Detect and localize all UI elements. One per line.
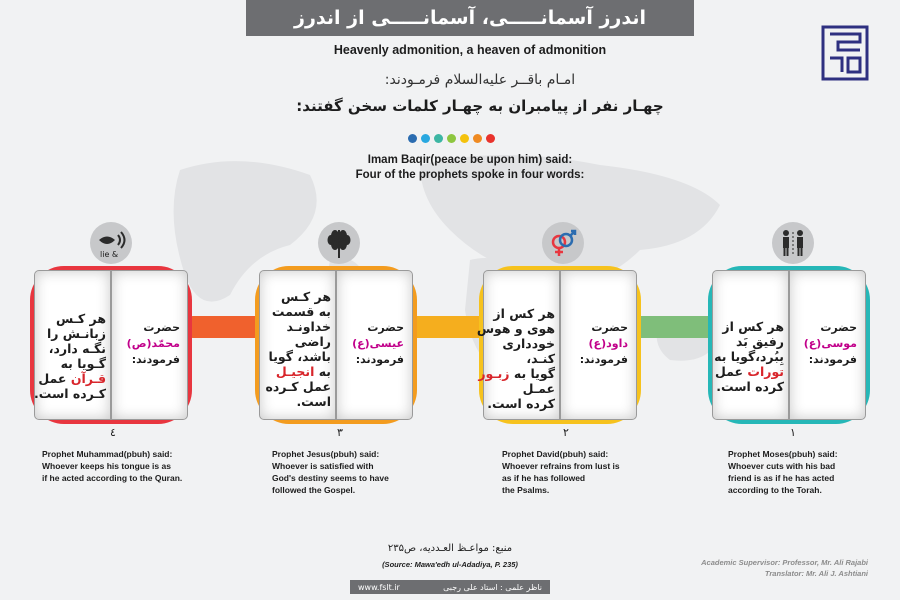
prophet-block-2 xyxy=(562,320,628,368)
prophet-name-4: محمّد(ص) xyxy=(126,337,180,350)
en-caption-3 xyxy=(272,448,389,496)
en-caption-3-line2: Whoever is satisfied with xyxy=(272,461,374,471)
saying-1-after-book: عمل xyxy=(714,364,748,379)
saying-2 xyxy=(476,306,555,411)
panel-number-3: ۳ xyxy=(337,426,343,439)
said-label-3: فرمودند: xyxy=(355,353,404,366)
color-dot-4 xyxy=(447,134,456,143)
panel-number-1: ۱ xyxy=(790,426,796,439)
credit-supervisor: Academic Supervisor: Professor, Mr. Ali Rajabi xyxy=(701,558,868,567)
credit-translator: Translator: Mr. Ali J. Ashtiani xyxy=(764,569,868,578)
quote-main-fa: چهـار نفر از پیامبران به چهـار کلمات سخن گفتند: xyxy=(296,97,664,115)
prophet-block-4 xyxy=(114,320,180,368)
title-banner xyxy=(246,0,694,36)
saying-2-last2: کرده است. xyxy=(487,396,555,411)
saying-3-last1: عمل کـرده xyxy=(265,379,331,394)
saying-1-line2: رفیق بَد xyxy=(735,334,784,349)
saying-2-before-book: گویا به xyxy=(509,366,555,381)
saying-4-line2: زبانـش را xyxy=(46,326,106,341)
saying-4-last: کـرده است. xyxy=(33,386,106,401)
saying-4-line3: نگـه دارد، xyxy=(48,341,106,356)
hazrat-label-3: حضرت xyxy=(367,321,404,334)
quote-en-line1: Imam Baqir(peace be upon him) said: xyxy=(367,154,573,166)
saying-3-line5: باشد، گویا xyxy=(268,349,331,364)
en-caption-4 xyxy=(42,448,182,484)
source-en: (Source: Mawa'edh ul-Adadiya, P. 235) xyxy=(382,560,518,569)
saying-2-line2: هوی و هوس xyxy=(476,321,555,336)
saying-3-line4: راضی xyxy=(294,334,331,349)
prophet-name-3: عیسی(ع) xyxy=(352,337,404,350)
en-caption-2-line2: Whoever refrains from lust is xyxy=(502,461,620,471)
saying-2-line3: خودداری xyxy=(502,336,555,351)
en-caption-1-line4: according to the Torah. xyxy=(728,485,822,495)
prophet-name-1: موسی(ع) xyxy=(803,337,857,350)
hazrat-label-4: حضرت xyxy=(143,321,180,334)
supervisor-fa: ناظر علمی : استاد علی رجبی xyxy=(443,582,542,592)
said-label-4: فرمودند: xyxy=(131,353,180,366)
quote-en-line2: Four of the prophets spoke in four words: xyxy=(355,169,585,181)
saying-1-last: کرده است. xyxy=(716,379,784,394)
icon-caption-4: lie & xyxy=(100,250,119,259)
icon-circle-4 xyxy=(90,222,132,264)
saying-3-line2: به قسمت xyxy=(271,304,331,319)
footer-bar xyxy=(350,580,550,594)
panel-number-2: ۲ xyxy=(563,426,569,439)
book-name-1: تورات xyxy=(747,364,784,379)
calligraphy-logo-icon xyxy=(820,24,870,82)
panel-number-4: ٤ xyxy=(110,426,116,439)
en-caption-1-line3: friend is as if he has acted xyxy=(728,473,835,483)
color-dot-6 xyxy=(473,134,482,143)
gender-symbols-icon xyxy=(542,222,584,264)
en-caption-2-line4: the Psalms. xyxy=(502,485,550,495)
saying-3-last2: است. xyxy=(296,394,331,409)
saying-3 xyxy=(259,289,331,409)
hazrat-label-2: حضرت xyxy=(591,321,628,334)
two-people-icon xyxy=(772,222,814,264)
saying-3-line3: خداونـد xyxy=(286,319,331,334)
said-label-2: فرمودند: xyxy=(579,353,628,366)
book-name-3: انجیـل xyxy=(275,364,315,379)
title-en: Heavenly admonition, a heaven of admonition xyxy=(333,43,607,57)
icon-circle-3 xyxy=(318,222,360,264)
icon-circle-2 xyxy=(542,222,584,264)
saying-4 xyxy=(34,311,106,401)
saying-2-line1: هر کس از xyxy=(493,306,555,321)
quote-intro-fa: امـام باقــر علیه‌السلام فرمـودند: xyxy=(384,72,576,88)
website-link[interactable]: www.fslt.ir xyxy=(358,582,400,592)
en-caption-2 xyxy=(502,448,620,496)
hazrat-label-1: حضرت xyxy=(820,321,857,334)
credits xyxy=(640,557,868,579)
source-fa: منبع: مواعـظ العـددیه، ص۲۳۵ xyxy=(387,543,513,554)
title-fa: اندرز آسمانـــــی، آسمانـــــی از اندرز xyxy=(294,7,646,29)
color-dot-2 xyxy=(421,134,430,143)
saying-2-last1: عمـل xyxy=(522,381,555,396)
saying-4-line1: هر کـس xyxy=(55,311,106,326)
color-dot-5 xyxy=(460,134,469,143)
color-dot-7 xyxy=(486,134,495,143)
color-dots xyxy=(408,134,503,144)
quote-en xyxy=(240,153,700,183)
saying-1 xyxy=(712,319,784,394)
saying-1-line1: هر کس از xyxy=(722,319,784,334)
icon-circle-1 xyxy=(772,222,814,264)
en-caption-3-line1: Prophet Jesus(pbuh) said: xyxy=(272,449,380,459)
en-caption-4-line3: if he acted according to the Quran. xyxy=(42,473,183,483)
en-caption-4-line1: Prophet Muhammad(pbuh) said: xyxy=(42,449,173,459)
prophet-name-2: داود(ع) xyxy=(588,337,628,350)
en-caption-2-line3: as if he has followed xyxy=(502,473,586,483)
color-dot-1 xyxy=(408,134,417,143)
saying-1-line3: بِبُرد،گویا به xyxy=(714,349,784,364)
en-caption-1-line1: Prophet Moses(pbuh) said: xyxy=(728,449,838,459)
en-caption-4-line2: Whoever keeps his tongue is as xyxy=(42,461,171,471)
prophet-block-3 xyxy=(338,320,404,368)
book-name-2: زبـور xyxy=(478,366,510,381)
wheat-icon xyxy=(318,222,360,264)
prophet-block-1 xyxy=(791,320,857,368)
en-caption-1-line2: Whoever cuts with his bad xyxy=(728,461,836,471)
saying-4-line4: گـویا به xyxy=(60,356,106,371)
saying-4-after-book: عمل xyxy=(38,371,71,386)
en-caption-2-line1: Prophet David(pbuh) said: xyxy=(502,449,609,459)
saying-3-before-book: به xyxy=(314,364,331,379)
saying-2-line4: کنـد، xyxy=(526,351,555,366)
color-dot-3 xyxy=(434,134,443,143)
en-caption-3-line4: followed the Gospel. xyxy=(272,485,356,495)
en-caption-3-line3: God's destiny seems to have xyxy=(272,473,389,483)
said-label-1: فرمودند: xyxy=(808,353,857,366)
book-name-4: قـرآن xyxy=(70,371,106,386)
saying-3-line1: هر کـس xyxy=(280,289,331,304)
en-caption-1 xyxy=(728,448,838,496)
